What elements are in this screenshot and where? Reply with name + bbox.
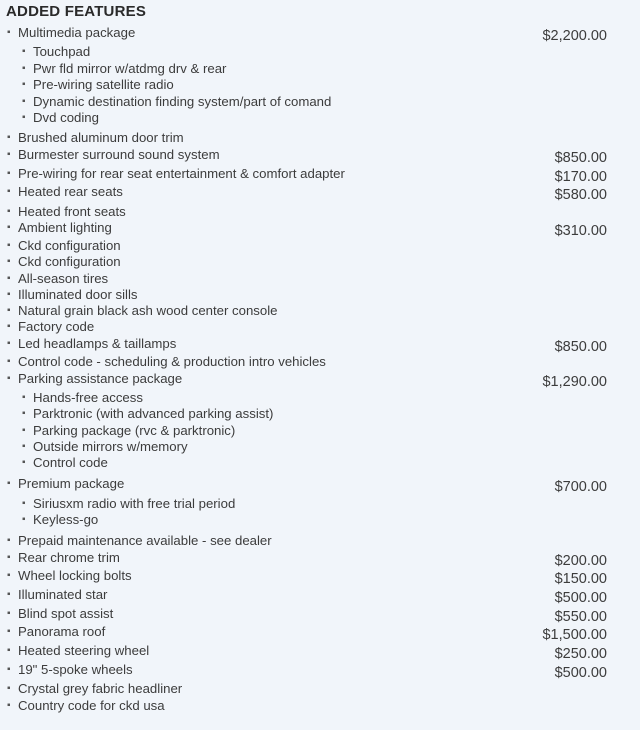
feature-price: $500.00	[554, 665, 607, 681]
feature-label: Pre-wiring for rear seat entertainment & comfort adapter	[18, 166, 345, 181]
feature-label: Heated front seats	[18, 204, 126, 219]
feature-label: Parking package (rvc & parktronic)	[33, 423, 236, 438]
sub-feature-item	[0, 511, 640, 529]
feature-label: Ambient lighting	[18, 220, 112, 235]
feature-item	[0, 475, 640, 493]
feature-label: Keyless-go	[33, 512, 99, 527]
bullet-icon: ▪	[7, 683, 11, 694]
feature-label: Control code	[33, 455, 108, 470]
bullet-icon: ▪	[22, 112, 26, 123]
feature-label: Natural grain black ash wood center console	[18, 303, 278, 318]
feature-label: Illuminated door sills	[18, 287, 138, 302]
feature-label: Dvd coding	[33, 110, 99, 125]
feature-label: Crystal grey fabric headliner	[18, 681, 183, 696]
bullet-icon: ▪	[22, 408, 26, 419]
bullet-icon: ▪	[22, 457, 26, 468]
bullet-icon: ▪	[7, 570, 11, 581]
feature-item	[0, 567, 640, 585]
feature-item	[0, 318, 640, 336]
bullet-icon: ▪	[7, 289, 11, 300]
bullet-icon: ▪	[22, 46, 26, 57]
feature-price: $700.00	[554, 479, 607, 495]
bullet-icon: ▪	[22, 79, 26, 90]
bullet-icon: ▪	[7, 206, 11, 217]
bullet-icon: ▪	[22, 441, 26, 452]
feature-label: Led headlamps & taillamps	[18, 336, 177, 351]
bullet-icon: ▪	[22, 498, 26, 509]
bullet-icon: ▪	[7, 27, 11, 38]
feature-label: Heated steering wheel	[18, 643, 150, 658]
feature-label: Country code for ckd usa	[18, 698, 165, 713]
bullet-icon: ▪	[7, 222, 11, 233]
bullet-icon: ▪	[22, 392, 26, 403]
feature-item	[0, 146, 640, 164]
bullet-icon: ▪	[7, 664, 11, 675]
feature-label: Parking assistance package	[18, 371, 183, 386]
feature-item	[0, 680, 640, 698]
sub-feature-item	[0, 109, 640, 127]
feature-label: 19" 5-spoke wheels	[18, 662, 133, 677]
feature-price: $580.00	[554, 187, 607, 203]
feature-label: All-season tires	[18, 271, 109, 286]
bullet-icon: ▪	[7, 132, 11, 143]
bullet-icon: ▪	[7, 645, 11, 656]
sub-feature-item	[0, 76, 640, 94]
bullet-icon: ▪	[7, 700, 11, 711]
feature-label: Pwr fld mirror w/atdmg drv & rear	[33, 61, 227, 76]
bullet-icon: ▪	[7, 168, 11, 179]
feature-label: Touchpad	[33, 44, 91, 59]
sub-feature-item	[0, 405, 640, 423]
feature-price: $2,200.00	[542, 28, 607, 44]
feature-label: Brushed aluminum door trim	[18, 130, 184, 145]
feature-label: Burmester surround sound system	[18, 147, 220, 162]
bullet-icon: ▪	[7, 589, 11, 600]
feature-item	[0, 253, 640, 271]
feature-price: $200.00	[554, 553, 607, 569]
feature-item	[0, 165, 640, 183]
bullet-icon: ▪	[7, 338, 11, 349]
bullet-icon: ▪	[7, 608, 11, 619]
bullet-icon: ▪	[22, 96, 26, 107]
feature-label: Blind spot assist	[18, 606, 114, 621]
feature-label: Factory code	[18, 319, 95, 334]
feature-item	[0, 642, 640, 660]
feature-price: $1,290.00	[542, 374, 607, 390]
feature-item	[0, 661, 640, 679]
sub-feature-item	[0, 454, 640, 472]
feature-item	[0, 129, 640, 147]
feature-price: $500.00	[554, 590, 607, 606]
feature-item	[0, 623, 640, 641]
feature-label: Heated rear seats	[18, 184, 123, 199]
feature-label: Control code - scheduling & production intro vehicles	[18, 354, 326, 369]
feature-label: Parktronic (with advanced parking assist)	[33, 406, 274, 421]
bullet-icon: ▪	[7, 186, 11, 197]
bullet-icon: ▪	[7, 478, 11, 489]
bullet-icon: ▪	[22, 425, 26, 436]
bullet-icon: ▪	[7, 626, 11, 637]
feature-label: Ckd configuration	[18, 238, 121, 253]
feature-item	[0, 353, 640, 371]
feature-item	[0, 183, 640, 201]
bullet-icon: ▪	[7, 240, 11, 251]
bullet-icon: ▪	[7, 356, 11, 367]
feature-item	[0, 549, 640, 567]
bullet-icon: ▪	[7, 256, 11, 267]
feature-price: $850.00	[554, 339, 607, 355]
feature-item	[0, 532, 640, 550]
feature-item	[0, 335, 640, 353]
bullet-icon: ▪	[7, 321, 11, 332]
section-title: ADDED FEATURES	[6, 3, 147, 20]
bullet-icon: ▪	[7, 373, 11, 384]
bullet-icon: ▪	[7, 273, 11, 284]
bullet-icon: ▪	[7, 149, 11, 160]
feature-label: Rear chrome trim	[18, 550, 120, 565]
bullet-icon: ▪	[7, 305, 11, 316]
feature-label: Ckd configuration	[18, 254, 121, 269]
feature-item	[0, 24, 640, 42]
feature-label: Prepaid maintenance available - see dealer	[18, 533, 272, 548]
feature-item	[0, 219, 640, 237]
feature-label: Multimedia package	[18, 25, 136, 40]
feature-item	[0, 605, 640, 623]
feature-label: Panorama roof	[18, 624, 106, 639]
feature-label: Hands-free access	[33, 390, 143, 405]
bullet-icon: ▪	[7, 552, 11, 563]
feature-item	[0, 586, 640, 604]
feature-price: $310.00	[554, 223, 607, 239]
feature-price: $550.00	[554, 609, 607, 625]
feature-label: Premium package	[18, 476, 125, 491]
feature-item	[0, 697, 640, 715]
feature-label: Siriusxm radio with free trial period	[33, 496, 236, 511]
feature-price: $170.00	[554, 169, 607, 185]
bullet-icon: ▪	[7, 535, 11, 546]
feature-price: $250.00	[554, 646, 607, 662]
bullet-icon: ▪	[22, 514, 26, 525]
feature-price: $850.00	[554, 150, 607, 166]
feature-price: $1,500.00	[542, 627, 607, 643]
feature-label: Dynamic destination finding system/part of comand	[33, 94, 332, 109]
feature-label: Pre-wiring satellite radio	[33, 77, 174, 92]
feature-item	[0, 370, 640, 388]
bullet-icon: ▪	[22, 63, 26, 74]
sub-feature-item	[0, 43, 640, 61]
feature-label: Wheel locking bolts	[18, 568, 132, 583]
feature-label: Illuminated star	[18, 587, 108, 602]
feature-label: Outside mirrors w/memory	[33, 439, 188, 454]
feature-price: $150.00	[554, 571, 607, 587]
